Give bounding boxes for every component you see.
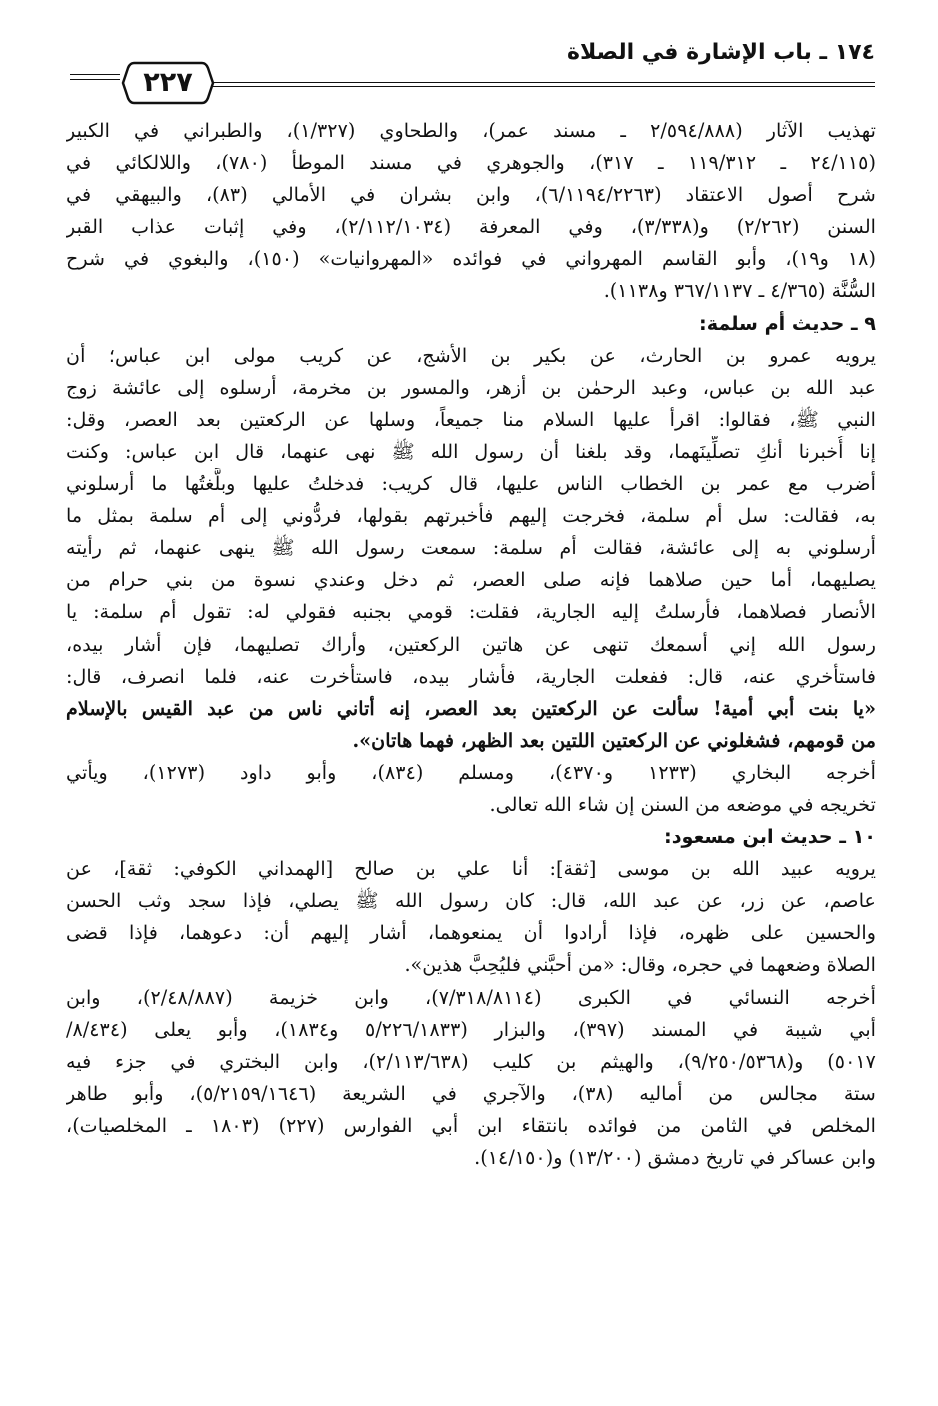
text-line: أبي شيبة في المسند (٣٩٧)، والبزار (٥/٢٢٦/١٨٣٣ و١٨٣٤)، وأبو يعلى (٨/٤٣٤/ <box>66 1017 876 1041</box>
text-line: عبد الله بن عباس، وعبد الرحمٰن بن أزهر، والمسور بن مخرمة، أرسلوه إلى عائشة زوج <box>66 375 876 399</box>
text-line: عاصم، عن زر، عن عبد الله، قال: كان رسول الله ﷺ يصلي، فإذا سجد وثب الحسن <box>66 889 876 913</box>
text-line: أرسلوني به إلى عائشة، فقالت أم سلمة: سمعت رسول الله ﷺ ينهى عنهما، ثم رأيته <box>66 536 876 560</box>
text-line: (١٨ و١٩)، وأبو القاسم المهرواني في فوائده «المهروانيات» (١٥٠)، والبغوي في شرح <box>66 247 876 271</box>
text-line: أخرجه البخاري (١٢٣٣ و٤٣٧٠)، ومسلم (٨٣٤)، وأبو داود (١٢٧٣)، ويأتي <box>66 760 876 784</box>
section-heading: ١٠ ـ حديث ابن مسعود: <box>664 825 876 849</box>
section-heading: ٩ ـ حديث أم سلمة: <box>699 311 876 335</box>
text-line: ٥٠١٧) و(٩/٢٥٠/٥٣٦٨)، والهيثم بن كليب (٢/١١٣/٦٣٨)، وابن البختري في جزء فيه <box>66 1049 876 1073</box>
text-line: النبي ﷺ، فقالوا: اقرأ عليها السلام منا جميعاً، وسلها عن الركعتين بعد العصر، وقل: <box>66 407 876 431</box>
text-line: أضرب مع عمر بن الخطاب الناس عليها، قال كريب: فدخلتُ عليها وبلَّغتُها ما أرسلوني <box>66 472 876 496</box>
text-line: به، فقالت: سل أم سلمة، فخرجت إليهم فأخبرتهم بقولها، فردُّوني إلى أم سلمة بمثل ما <box>66 504 876 528</box>
text-line: رسول الله إني أسمعك تنهى عن هاتين الركعتين، وأراك تصليهما، فإن أشار بيده، <box>66 632 876 656</box>
text-line: يرويه عبيد الله بن موسى [ثقة]: أنا علي بن صالح [الهمداني الكوفي: ثقة]، عن <box>66 857 876 881</box>
running-title: ١٧٤ ـ باب الإشارة في الصلاة <box>566 40 875 65</box>
text-line: السنن (٢/٢٦٢) و(٣/٣٣٨)، وفي المعرفة (٢/١١٢/١٠٣٤)، وفي إثبات عذاب القبر <box>66 215 876 239</box>
text-line: والحسين على ظهره، فإذا أرادوا أن يمنعوهما، أشار إليهم أن: دعوهما، فإذا قضى <box>66 921 876 945</box>
text-line: يرويه عمرو بن الحارث، عن بكير بن الأشج، عن كريب مولى ابن عباس؛ أن <box>66 343 876 367</box>
text-line: المخلص في الثامن من فوائده بانتقاء ابن أبي الفوارس (٢٢٧) (١٨٠٣ ـ المخلصيات)، <box>66 1113 876 1137</box>
text-line: الصلاة وضعهما في حجره، وقال: «من أحبَّني فليُحِبَّ هذين». <box>404 953 876 977</box>
text-line: السُّنَّة (٤/٣٦٥ ـ ٣٦٧/١١٣٧ و١١٣٨). <box>603 279 876 303</box>
text-line: فاستأخري عنه، قال: ففعلت الجارية، فأشار بيده، فاستأخرت عنه، فلما انصرف، قال: <box>66 664 876 688</box>
text-line: تهذيب الآثار (٢/٥٩٤/٨٨٨ ـ مسند عمر)، والطحاوي (١/٣٢٧)، والطبراني في الكبير <box>66 119 876 142</box>
text-line: يصليهما، أما حين صلاهما فإنه صلى العصر، ثم دخل وعندي نسوة من بني حرام من <box>66 568 876 592</box>
header-rule-left <box>70 74 120 88</box>
text-line: وابن عساكر في تاريخ دمشق (١٣/٢٠٠) و(١٤/١٥٠). <box>474 1146 876 1169</box>
text-line: إنا أُخبرنا أنكِ تصلِّينَهما، وقد بلغنا أن رسول الله ﷺ نهى عنهما، قال ابن عباس: وكنت <box>66 439 876 463</box>
page-header <box>70 40 875 104</box>
page-body <box>66 115 876 1174</box>
text-line: ستة مجالس من أماليه (٣٨)، والآجري في الشريعة (٥/٢١٥٩/١٦٤٦)، وأبو طاهر <box>66 1081 876 1105</box>
page-number: ٢٢٧ <box>143 67 193 98</box>
header-rule <box>208 82 875 87</box>
text-line: تخريجه في موضعه من السنن إن شاء الله تعالى. <box>489 792 876 816</box>
text-line: الأنصار فصلاهما، فأرسلتُ إليه الجارية، فقلت: قومي بجنبه فقولي له: تقول أم سلمة: يا <box>66 600 876 624</box>
text-line: شرح أصول الاعتقاد (٦/١١٩٤/٢٢٦٣)، وابن بشران في الأمالي (٨٣)، والبيهقي في <box>66 183 876 207</box>
text-line: «يا بنت أبي أمية! سألت عن الركعتين بعد العصر، إنه أتاني ناس من عبد القيس بالإسلام <box>66 696 876 720</box>
text-line: أخرجه النسائي في الكبرى (٧/٣١٨/٨١١٤)، وابن خزيمة (٢/٤٨/٨٨٧)، وابن <box>66 985 876 1009</box>
text-line: من قومهم، فشغلوني عن الركعتين اللتين بعد الظهر، فهما هاتان». <box>352 728 876 752</box>
text-line: (٢٤/١١٥ ـ ١١٩/٣١٢ ـ ٣١٧)، والجوهري في مسند الموطأ (٧٨٠)، واللالكائي في <box>66 151 876 175</box>
page-number-ornament <box>120 60 216 106</box>
